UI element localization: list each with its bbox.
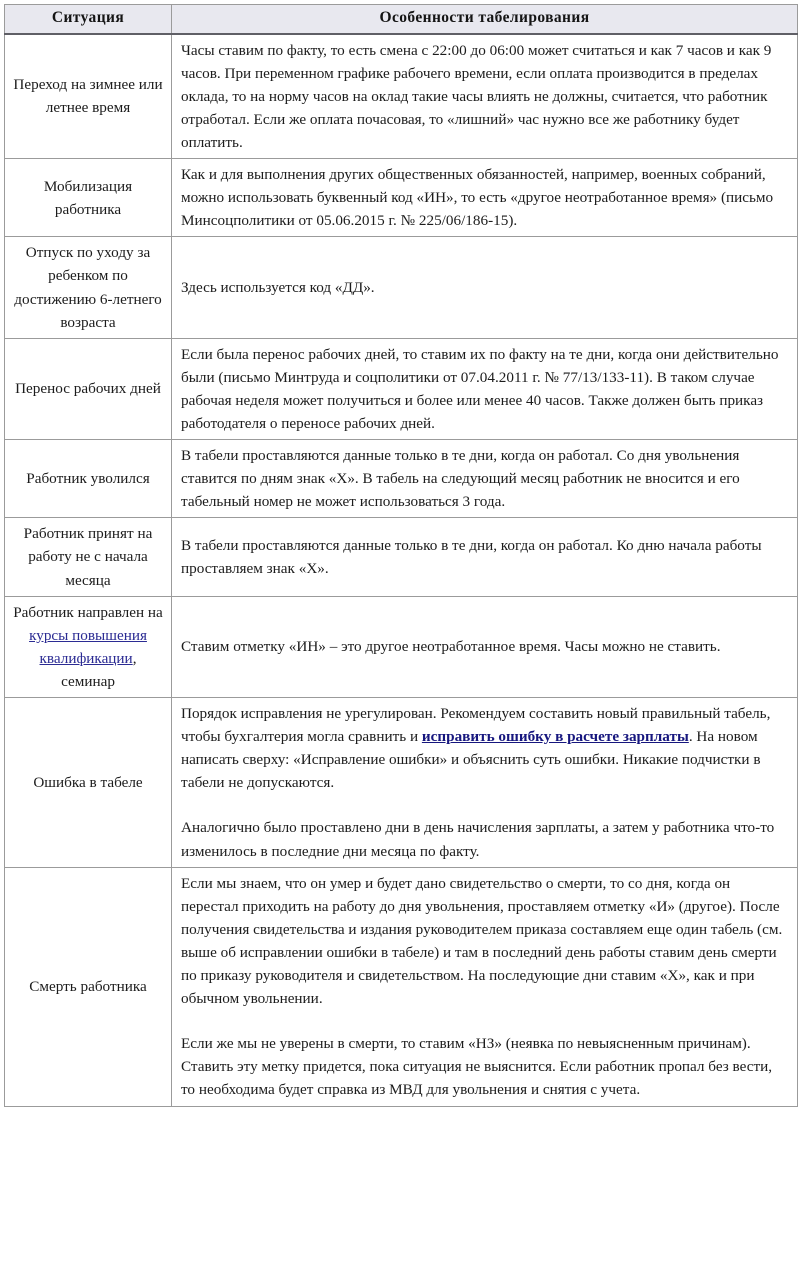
- paragraph: [181, 276, 788, 299]
- cell-features: [172, 338, 798, 439]
- text-run: Аналогично было проставлено дни в день начисления зарплаты, а затем у работника что-то изменилось в последние дни месяца по факту.: [181, 819, 775, 860]
- timesheet-situations-table: [4, 4, 798, 1107]
- text-run: , семинар: [61, 649, 137, 690]
- paragraph: [181, 163, 788, 232]
- text-run: Если же мы не уверены в смерти, то ставим «НЗ» (неявка по невыясненным причинам). Ставить эту метку придется, пока ситуация не выяснится. Если работник пропал без вести, то необходима будет справка из МВД для увольнения и снятия с учета.: [181, 1035, 773, 1099]
- cell-situation: [5, 596, 172, 697]
- table-row: [5, 34, 798, 159]
- table-row: [5, 338, 798, 439]
- table-header: [5, 5, 798, 34]
- paragraph: [181, 1032, 788, 1101]
- cell-features: [172, 596, 798, 697]
- paragraph: [181, 534, 788, 580]
- cell-situation: Перенос рабочих дней: [5, 338, 172, 439]
- paragraph: [181, 702, 788, 794]
- inline-link[interactable]: курсы повышения квалификации: [29, 626, 147, 667]
- cell-situation: Работник принят на работу не с начала месяца: [5, 518, 172, 596]
- paragraph: [181, 444, 788, 513]
- table-row: [5, 867, 798, 1106]
- text-run: Работник направлен на: [13, 603, 163, 621]
- text-run: Порядок исправления не урегулирован. Рекомендуем составить новый правильный табель, чтобы бухгалтерия могла сравнить и: [181, 705, 771, 746]
- paragraph: [181, 635, 788, 658]
- cell-situation: Ошибка в табеле: [5, 698, 172, 868]
- cell-features: [172, 518, 798, 596]
- cell-features: [172, 34, 798, 159]
- cell-features: [172, 237, 798, 338]
- table-row: [5, 159, 798, 237]
- table-row: [5, 237, 798, 338]
- paragraph: [181, 39, 788, 154]
- text-run: Часы ставим по факту, то есть смена с 22:00 до 06:00 может считаться и как 7 часов и как 9 часов. При переменном графике рабочего времени, если оплата производится в пределах оклада, то на норму часов на оклад такие часы влиять не должны, считается, что работник отработал. Если же оплата почасовая, то «лишний» час нужно все же работнику будет оплатить.: [181, 41, 772, 151]
- cell-situation: Отпуск по уходу за ребенком по достижению 6-летнего возраста: [5, 237, 172, 338]
- text-run: Ставим отметку «ИН» – это другое неотработанное время. Часы можно не ставить.: [181, 638, 721, 656]
- paragraph: [181, 816, 788, 862]
- paragraph: [181, 343, 788, 435]
- text-run: Здесь используется код «ДД».: [181, 278, 375, 296]
- table-row: [5, 440, 798, 518]
- cell-situation: Мобилизация работника: [5, 159, 172, 237]
- table-row: [5, 518, 798, 596]
- column-header-features: Особенности табелирования: [172, 5, 798, 34]
- text-run: Если мы знаем, что он умер и будет дано свидетельство о смерти, то со дня, когда он перестал приходить на работу до дня увольнения, проставляем отметку «И» (другое). После получения свидетельства и издания руководителем приказа составляем еще один табель (см. выше об исправлении ошибки в табеле) и там в последний день работы ставим день смерти по приказу руководителя и свидетельством. На последующие дни ставим «Х», как и при обычном увольнении.: [181, 874, 783, 1008]
- text-run: Как и для выполнения других общественных обязанностей, например, военных собраний, можно использовать буквенный код «ИН», то есть «другое неотработанное время» (письмо Минсоцполитики от 05.06.2015 г. № 225/06/186-15).: [181, 166, 774, 230]
- paragraph: [181, 872, 788, 1011]
- cell-features: [172, 440, 798, 518]
- table-body: [5, 34, 798, 1106]
- cell-situation: Работник уволился: [5, 440, 172, 518]
- text-run: Если была перенос рабочих дней, то ставим их по факту на те дни, когда они действительно были (письмо Минтруда и соцполитики от 07.04.2011 г. № 77/13/133-11). В таком случае рабочая неделя может получиться и более или менее 40 часов. Также должен быть приказ работодателя о переносе рабочих дней.: [181, 345, 779, 432]
- text-run: . На новом написать сверху: «Исправление ошибки» и объяснить суть ошибки. Никакие подчистки в табели не допускаются.: [181, 728, 761, 792]
- table-header-row: [5, 5, 798, 34]
- cell-situation: Смерть работника: [5, 867, 172, 1106]
- cell-situation: Переход на зимнее или летнее время: [5, 34, 172, 159]
- table-row: [5, 596, 798, 697]
- cell-features: [172, 867, 798, 1106]
- column-header-situation: Ситуация: [5, 5, 172, 34]
- text-run: В табели проставляются данные только в те дни, когда он работал. Ко дню начала работы проставляем знак «Х».: [181, 536, 762, 578]
- table-row: [5, 698, 798, 868]
- cell-features: [172, 159, 798, 237]
- text-run: В табели проставляются данные только в те дни, когда он работал. Со дня увольнения ставится по дням знак «Х». В табель на следующий месяц работник не вносится и его табельный номер не может использоваться 3 года.: [181, 447, 740, 511]
- inline-link[interactable]: исправить ошибку в расчете зарплаты: [421, 728, 689, 746]
- cell-features: [172, 698, 798, 868]
